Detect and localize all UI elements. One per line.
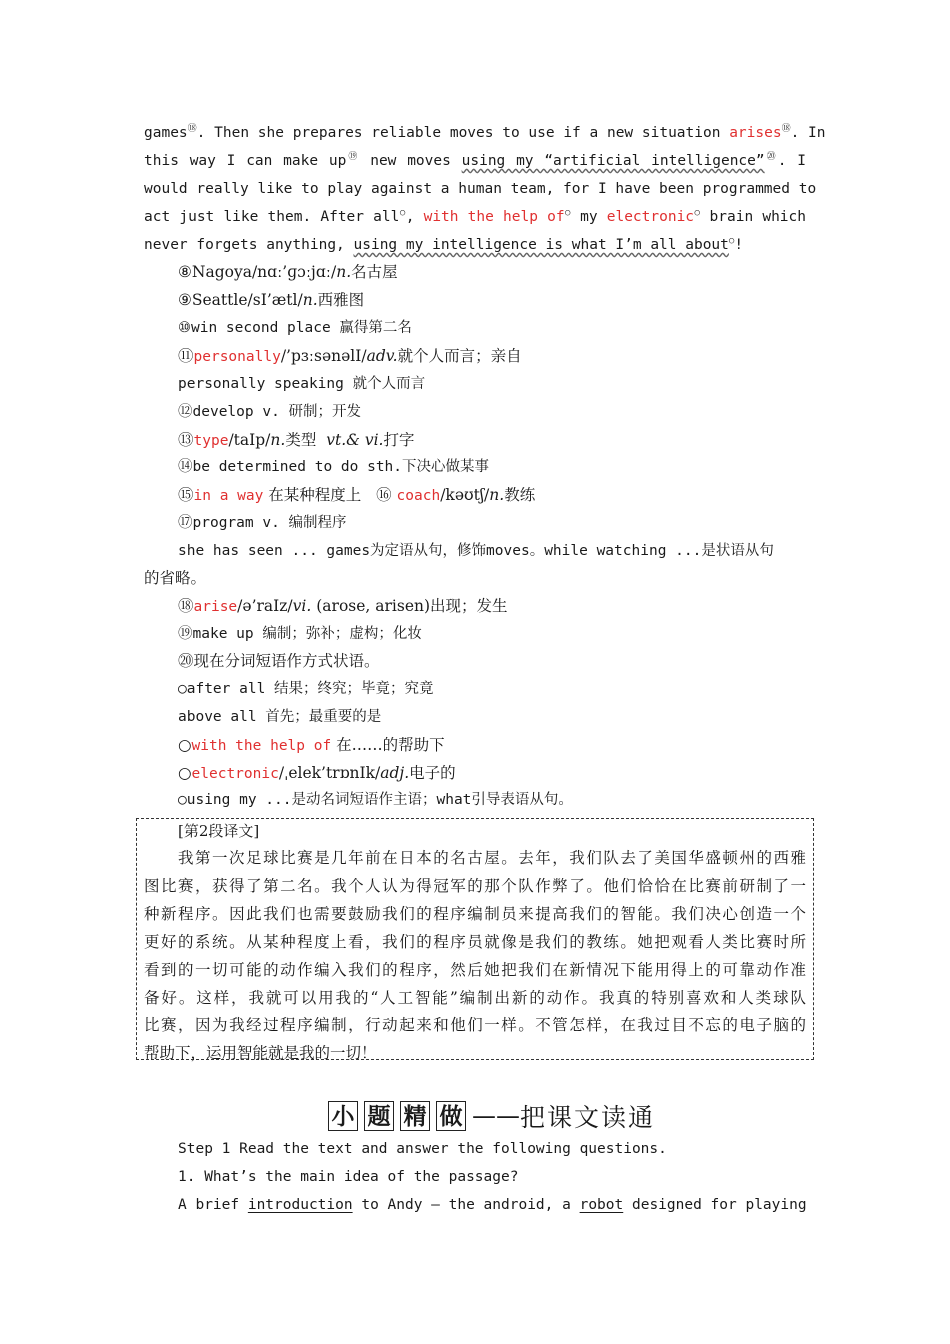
- translation-line-3: 种新程序。因此我们也需要鼓励我们的程序编制员来提高我们的智能。我们决心创造一个: [144, 905, 806, 923]
- passage-line-5: never forgets anything, using my intelligence is what I’m all about○!: [144, 236, 744, 253]
- note-make-up: ⑲make up 编制；弥补；虚构；化妆: [178, 626, 422, 642]
- translation-line-7: 比赛，因为我经过程序编制，行动起来和他们一样。不管怎样，在我过目不忘的电子脑的: [144, 1016, 806, 1034]
- translation-line-5: 看到的一切可能的动作编入我们的程序，然后她把我们在新情况下能用得上的可靠动作准: [144, 961, 806, 979]
- note-be-determined: ⑭be determined to do sth.下决心做某事: [178, 459, 490, 475]
- note-electronic: ○electronic/ˌelek’trɒnIk/adj.电子的: [178, 764, 456, 782]
- answer-blank: introduction: [247, 1197, 353, 1213]
- title-boxed-char: 做: [436, 1101, 466, 1131]
- note-nagoya: ⑧Nagoya/nɑː’ɡɔːjɑː/n.名古屋: [178, 263, 398, 281]
- grammar-note-line-1: she has seen ... games为定语从句，修饰moves。while watching ...是状语从句: [178, 543, 774, 559]
- title-subtitle: 把课文读通: [520, 1103, 656, 1132]
- passage-line-3: would really like to play against a human team, for I have been programmed to: [144, 181, 817, 197]
- note-personally-speaking: personally speaking 就个人而言: [178, 376, 426, 392]
- translation-line-1: 我第一次足球比赛是几年前在日本的名古屋。去年，我们队去了美国华盛顿州的西雅: [178, 849, 806, 867]
- note-after-all: ○after all 结果；终究；毕竟；究竟: [178, 681, 434, 697]
- passage-line-2: this way I can make up⑲ new moves using my “artificial intelligence”⑳. I: [144, 152, 806, 169]
- title-boxed-char: 精: [400, 1101, 430, 1131]
- title-boxed-char: 题: [364, 1101, 394, 1131]
- note-seattle: ⑨Seattle/sI’ætl/n.西雅图: [178, 291, 365, 309]
- section-title: [328, 1098, 655, 1136]
- translation-line-8: 帮助下，运用智能就是我的一切！: [144, 1044, 377, 1062]
- note-participle: ⑳现在分词短语作方式状语。: [178, 652, 380, 670]
- title-dash: ——: [472, 1102, 520, 1130]
- note-develop: ⑫develop v. 研制；开发: [178, 404, 362, 420]
- translation-line-2: 图比赛，获得了第二名。我个人认为得冠军的那个队作弊了。他们恰恰在比赛前研制了一: [144, 877, 806, 895]
- answer-1: A brief introduction to Andy — the android, a robot designed for playing: [178, 1197, 807, 1213]
- note-arise: ⑱arise/ə’raIz/vi. (arose, arisen)出现；发生: [178, 597, 508, 615]
- title-boxed-char: 小: [328, 1101, 358, 1131]
- note-using-my: ○using my ...是动名词短语作主语；what引导表语从句。: [178, 792, 573, 808]
- note-type: ⑬type/taIp/n.类型 vt.& vi.打字: [178, 431, 415, 449]
- step-instruction: Step 1 Read the text and answer the following questions.: [178, 1141, 667, 1157]
- note-program: ⑰program v. 编制程序: [178, 515, 347, 531]
- passage-line-4: act just like them. After all○, with the help of○ my electronic○ brain which: [144, 208, 807, 225]
- answer-blank: robot: [579, 1197, 624, 1213]
- translation-tag: [第2段译文]: [178, 822, 260, 840]
- grammar-note-line-2: 的省略。: [144, 569, 207, 587]
- passage-line-1: games⑱. Then she prepares reliable moves to use if a new situation arises⑱. In: [144, 124, 826, 141]
- note-in-a-way-coach: ⑮in a way 在某种程度上 ⑯ coach/kəʊtʃ/n.教练: [178, 486, 536, 504]
- note-with-the-help-of: ○with the help of 在……的帮助下: [178, 736, 445, 754]
- note-personally: ⑪personally/’pɜːsənəlI/adv.就个人而言；亲自: [178, 347, 522, 365]
- translation-line-4: 更好的系统。从某种程度上看，我们的程序员就像是我们的教练。她把观看人类比赛时所: [144, 933, 806, 951]
- question-1: 1. What’s the main idea of the passage?: [178, 1169, 519, 1185]
- note-win-second-place: ⑩win second place 赢得第二名: [178, 320, 412, 336]
- translation-line-6: 备好。这样，我就可以用我的“人工智能”编制出新的动作。我真的特别喜欢和人类球队: [144, 989, 806, 1007]
- note-above-all: above all 首先；最重要的是: [178, 709, 382, 725]
